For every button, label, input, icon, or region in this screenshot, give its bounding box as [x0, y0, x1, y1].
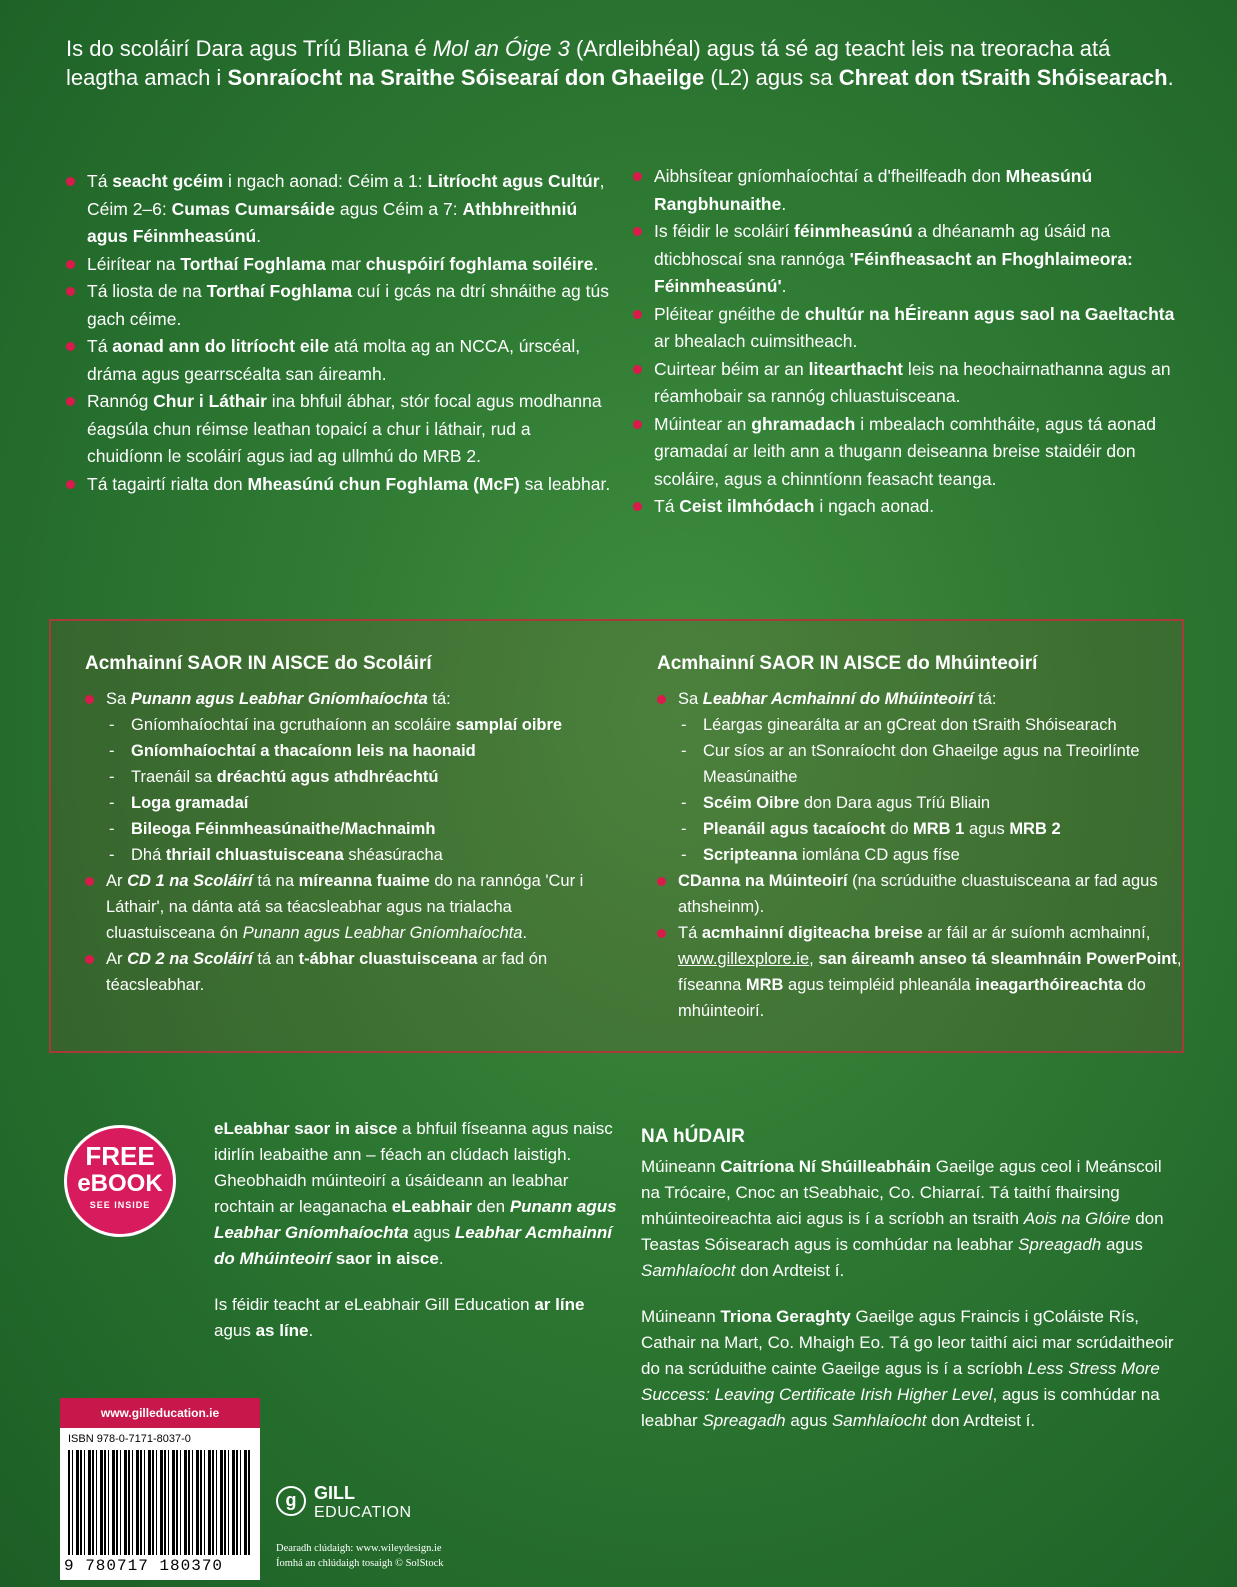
list-item: Sa Punann agus Leabhar Gníomhaíochta tá: - Gníomhaíochtaí ina gcruthaíonn an scoláire samplaí oibre - Gníomhaíochtaí a thacaíonn leis na haonaid - Traenáil sa dréachtú agus athdhréachtú - Loga gramadaí - Bileoga Féinmheasúnaithe/Machnaimh - Dhá thriail chluastuisceana shéasúracha — [85, 686, 620, 868]
sub-item: - Scripteanna iomlána CD agus físe — [657, 842, 1182, 868]
barcode-number: 9 780717 180370 — [64, 1557, 224, 1575]
intro-paragraph: Is do scoláirí Dara agus Tríú Bliana é Mol an Óige 3 (Ardleibhéal) agus tá sé ag teacht leis na treoracha atá leagtha amach i Sonraíocht na Sraithe Sóisearaí don Ghaeilge (L2) agus sa Chreat don tSraith Shóisearach. — [66, 36, 1174, 90]
student-resources — [85, 652, 620, 998]
free-ebook-badge: FREE eBOOK SEE INSIDE — [64, 1125, 176, 1237]
author-bio: Múineann Triona Geraghty Gaeilge agus Fraincis i gColáiste Rís, Cathair na Mart, Co. Mhaigh Eo. Tá go leor taithí aici mar scrúdaitheoir do na scrúduithe cainte Gaeilge agus is í a scríobh Less Stress More Success: Leaving Certificate Irish Higher Level, agus is comhúdar na leabhar Spreagadh agus Samhlaíocht don Ardteist í. — [641, 1307, 1174, 1430]
list-item: Is féidir le scoláirí féinmheasúnú a dhéanamh ag úsáid na dticbhoscaí sna rannóga 'Féinfheasacht an Fhoghlaimeora: Féinmheasúnú'. — [633, 218, 1178, 301]
sub-item: - Dhá thriail chluastuisceana shéasúracha — [85, 842, 620, 868]
list-item: Tá acmhainní digiteacha breise ar fáil ar ár suíomh acmhainní, www.gillexplore.ie, san áireamh anseo tá sleamhnáin PowerPoint, físeanna MRB agus teimpléid phleanála ineagarthóireachta do mhúinteoirí. — [657, 920, 1182, 1024]
cover-credits: Dearadh clúdaigh: www.wileydesign.ie Íomhá an chlúdaigh tosaigh © SolStock — [276, 1543, 444, 1569]
list-item: Aibhsítear gníomhaíochtaí a d'fheilfeadh don Mheasúnú Rangbhunaithe. — [633, 163, 1178, 218]
list-item: Tá seacht gcéim i ngach aonad: Céim a 1: Litríocht agus Cultúr, Céim 2–6: Cumas Cumarsáide agus Céim a 7: Athbhreithniú agus Féinmheasúnú. — [66, 168, 611, 251]
sub-item: - Traenáil sa dréachtú agus athdhréachtú — [85, 764, 620, 790]
sub-item: - Cur síos ar an tSonraíocht don Ghaeilge agus na Treoirlínte Measúnaithe — [657, 738, 1182, 790]
sub-item: - Gníomhaíochtaí ina gcruthaíonn an scoláire samplaí oibre — [85, 712, 620, 738]
sub-item: - Loga gramadaí — [85, 790, 620, 816]
list-item: Rannóg Chur i Láthair ina bhfuil ábhar, stór focal agus modhanna éagsúla chun réimse leathan topaicí a chur i láthair, rud a chuidíonn le scoláirí agus iad ag ullmhú do MRB 2. — [66, 388, 611, 471]
ebook-info — [214, 1116, 624, 1344]
author-bio: Múineann Caitríona Ní Shúilleabháin Gaeilge agus ceol i Meánscoil na Trócaire, Cnoc an tSeabhaic, Co. Chiarraí. Tá taithí fhairsing mhúinteoireachta aici agus is í a scríobh an tsraith Aois na Glóire don Teastas Sóisearach agus is comhúdar na leabhar Spreagadh agus Samhlaíocht don Ardteist í. — [641, 1157, 1164, 1280]
isbn-label: ISBN 978-0-7171-8037-0 — [68, 1433, 191, 1445]
list-item: Tá tagairtí rialta don Mheasúnú chun Foghlama (McF) sa leabhar. — [66, 471, 611, 499]
list-item: Cuirtear béim ar an litearthacht leis na heochairnathanna agus an réamhobair sa rannóg chluastuisceana. — [633, 356, 1178, 411]
list-item: CDanna na Múinteoirí (na scrúduithe cluastuisceana ar fad agus athsheinm). — [657, 868, 1182, 920]
publisher-subtitle: EDUCATION — [314, 1504, 412, 1521]
authors-heading: NA hÚDAIR — [641, 1126, 745, 1147]
list-item: Pléitear gnéithe de chultúr na hÉireann agus saol na Gaeltachta ar bhealach cuimsitheach. — [633, 301, 1178, 356]
student-resources-heading: Acmhainní SAOR IN AISCE do Scoláirí — [85, 653, 432, 674]
gill-logo-icon: g — [276, 1486, 306, 1516]
list-item: Tá Ceist ilmhódach i ngach aonad. — [633, 493, 1178, 521]
list-item: Léirítear na Torthaí Foghlama mar chuspóirí foghlama soiléire. — [66, 251, 611, 279]
publisher-name: GILL — [314, 1483, 355, 1503]
sub-item: - Gníomhaíochtaí a thacaíonn leis na haonaid — [85, 738, 620, 764]
list-item: Tá aonad ann do litríocht eile atá molta ag an NCCA, úrscéal, dráma agus gearrscéalta san áireamh. — [66, 333, 611, 388]
list-item: Ar CD 2 na Scoláirí tá an t-ábhar cluastuisceana ar fad ón téacsleabhar. — [85, 946, 620, 998]
sub-item: - Léargas ginearálta ar an gCreat don tSraith Shóisearach — [657, 712, 1182, 738]
ebook-access-paragraph: Is féidir teacht ar eLeabhair Gill Education ar líne agus as líne. — [214, 1295, 585, 1340]
website-url: www.gilleducation.ie — [60, 1398, 260, 1428]
teacher-resources-heading: Acmhainní SAOR IN AISCE do Mhúinteoirí — [657, 653, 1038, 674]
sub-item: - Scéim Oibre don Dara agus Tríú Bliain — [657, 790, 1182, 816]
list-item: Sa Leabhar Acmhainní do Mhúinteoirí tá: - Léargas ginearálta ar an gCreat don tSraith Shóisearach - Cur síos ar an tSonraíocht don Ghaeilge agus na Treoirlínte Measúnaithe - Scéim Oibre don Dara agus Tríú Bliain - Pleanáil agus tacaíocht do MRB 1 agus MRB 2 - Scripteanna iomlána CD agus físe — [657, 686, 1182, 868]
ebook-paragraph: eLeabhar saor in aisce a bhfuil físeanna agus naisc idirlín leabaithe ann – féach an clúdach laistigh. Gheobhaidh múinteoirí a úsáideann an leabhar rochtain ar leaganacha eLeabhair den Punann agus Leabhar Gníomhaíochta agus Leabhar Acmhainní do Mhúinteoirí saor in aisce. — [214, 1119, 617, 1268]
barcode-image — [68, 1450, 252, 1555]
list-item: Múintear an ghramadach i mbealach comhtháite, agus tá aonad gramadaí ar leith ann a thugann deiseanna breise staidéir don scoláire, agus a chinntíonn feasacht teanga. — [633, 411, 1178, 494]
authors-section — [641, 1124, 1181, 1434]
sub-item: - Bileoga Féinmheasúnaithe/Machnaimh — [85, 816, 620, 842]
gillexplore-link[interactable]: www.gillexplore.ie — [678, 950, 810, 968]
features-list-right — [633, 163, 1178, 521]
teacher-resources — [657, 652, 1182, 1024]
list-item: Tá liosta de na Torthaí Foghlama cuí i gcás na dtrí shnáithe ag tús gach céime. — [66, 278, 611, 333]
features-list-left — [66, 168, 611, 498]
sub-item: - Pleanáil agus tacaíocht do MRB 1 agus MRB 2 — [657, 816, 1182, 842]
barcode-panel — [60, 1398, 260, 1580]
list-item: Ar CD 1 na Scoláirí tá na míreanna fuaime do na rannóga 'Cur i Láthair', na dánta atá sa téacsleabhar agus na trialacha cluastuisceana ón Punann agus Leabhar Gníomhaíochta. — [85, 868, 620, 946]
